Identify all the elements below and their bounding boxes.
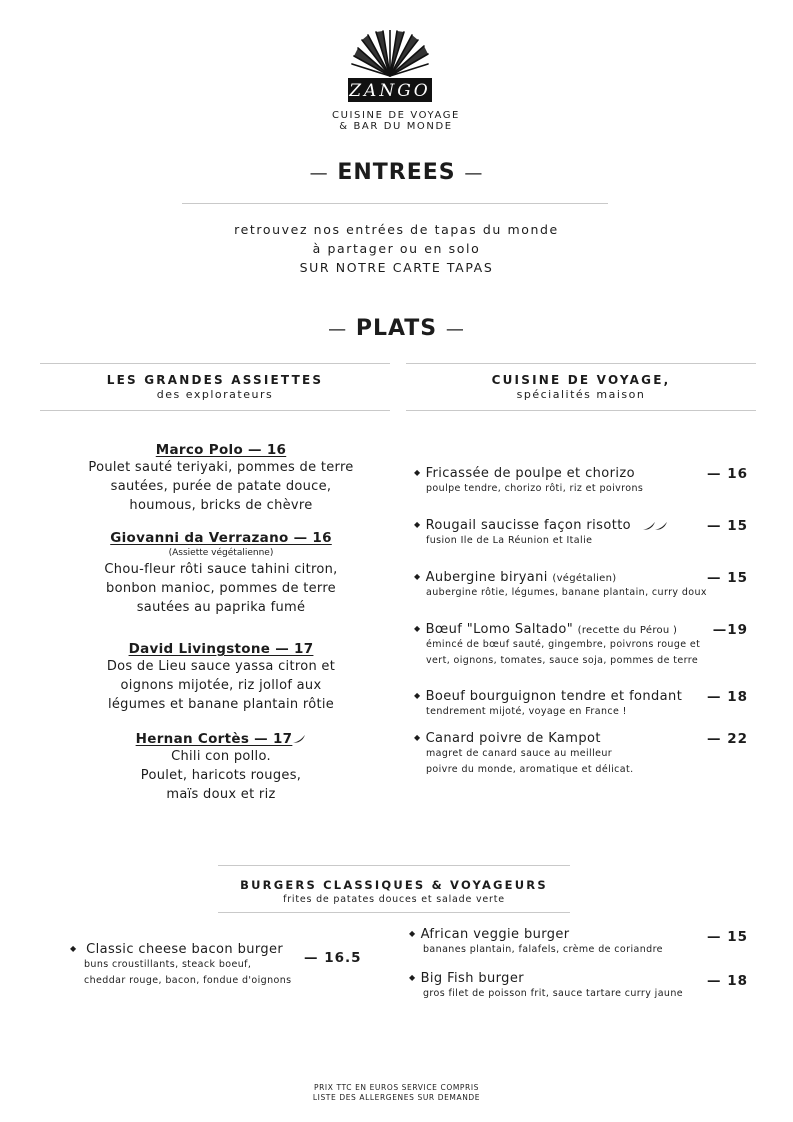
dish-desc: vert, oignons, tomates, sauce soja, pommes de terre [426,655,699,666]
dish-desc: magret de canard sauce au meilleur [426,748,613,759]
divider [40,410,390,411]
column-subheading: spécialités maison [516,388,646,401]
diamond-bullet-icon: ◆ [414,624,421,633]
dish-desc: poivre du monde, aromatique et délicat. [426,764,634,775]
menu-item [40,731,402,804]
dish-note: (Assiette végétalienne) [168,548,274,558]
dish-desc: poulpe tendre, chorizo rôti, riz et poivrons [426,483,644,494]
dish-name: David Livingstone — 17 [128,641,314,657]
dish-name: Fricassée de poulpe et chorizo [425,466,635,481]
dish-desc: buns croustillants, steack boeuf, [84,959,252,970]
menu-item [414,570,754,601]
dish-name: Canard poivre de Kampot [425,731,601,746]
menu-item [40,530,402,617]
entrees-title: — ENTREES — [309,160,484,185]
dish-name: Hernan Cortès — 17 [135,731,293,747]
dish-desc: sautées au paprika fumé [136,600,306,615]
dish-desc: bonbon manioc, pommes de terre [106,581,336,596]
dish-tag: (végétalien) [552,573,617,584]
cuisine-voyage-header [406,373,756,402]
burgers-header [218,878,570,906]
divider [182,203,608,204]
diamond-bullet-icon: ◆ [409,973,416,982]
dish-desc: Poulet sauté teriyaki, pommes de terre [88,460,354,475]
menu-item [414,466,754,497]
footer-line: PRIX TTC EN EUROS SERVICE COMPRIS [313,1083,480,1092]
column-heading: LES GRANDES ASSIETTES [106,373,324,387]
dish-desc: maïs doux et riz [166,787,276,802]
logo-wordmark: ZANGO [349,81,431,101]
divider [406,410,756,411]
dish-desc: sautées, purée de patate douce, [110,479,332,494]
plats-title: — PLATS — [328,316,465,341]
dish-desc: tendrement mijoté, voyage en France ! [426,706,627,717]
dish-name: African veggie burger [420,927,570,942]
dish-price: — 18 [707,689,748,705]
divider [218,865,570,866]
diamond-bullet-icon: ◆ [414,733,421,742]
plats-title-text: PLATS [355,316,438,341]
brand-subtitle-line: & BAR DU MONDE [339,121,453,132]
grandes-assiettes-header [40,373,390,402]
brand-subtitle-line: CUISINE DE VOYAGE [332,110,460,121]
dish-price: — 16 [707,466,748,482]
menu-item [70,942,370,989]
dish-price: — 22 [707,731,748,747]
dish-name-row [40,731,402,747]
dish-desc: bananes plantain, falafels, crème de coriandre [423,944,663,955]
entrees-line: SUR NOTRE CARTE TAPAS [299,260,494,275]
divider [40,363,390,364]
diamond-bullet-icon: ◆ [409,929,416,938]
dish-desc: aubergine rôtie, légumes, banane plantain, curry doux [426,587,707,598]
menu-item [414,518,754,549]
entrees-note [0,220,793,277]
diamond-bullet-icon: ◆ [414,520,421,529]
dish-desc: Dos de Lieu sauce yassa citron et [106,659,336,674]
menu-item [40,641,402,714]
dish-name: Giovanni da Verrazano — 16 [110,530,332,546]
menu-item [40,442,402,515]
dish-name: Boeuf bourguignon tendre et fondant [425,689,683,704]
dish-price: —19 [712,622,748,638]
dish-name: Bœuf "Lomo Saltado" [425,622,574,637]
diamond-bullet-icon: ◆ [414,468,421,477]
palm-tree-icon [348,30,432,106]
dish-tag: (recette du Pérou ) [577,625,678,636]
entrees-line: à partager ou en solo [312,241,481,256]
menu-item [409,971,754,1002]
dish-name: Marco Polo — 16 [155,442,287,458]
dish-name: Aubergine biryani [425,570,548,585]
chili-pepper-icon [292,734,306,744]
diamond-bullet-icon: ◆ [414,572,421,581]
diamond-bullet-icon: ◆ [70,944,77,953]
dish-name: Classic cheese bacon burger [86,942,284,957]
menu-item [414,731,754,778]
menu-item [409,927,754,958]
dish-price: — 15 [707,570,748,586]
dish-desc: Chili con pollo. [171,749,271,764]
menu-item [414,689,754,720]
dish-price: — 15 [707,518,748,534]
footer-line: LISTE DES ALLERGENES SUR DEMANDE [312,1092,481,1102]
dish-desc: fusion Ile de La Réunion et Italie [426,535,593,546]
dish-name: Rougail saucisse façon risotto [425,518,632,533]
column-subheading: frites de patates douces et salade verte [283,894,505,905]
diamond-bullet-icon: ◆ [414,691,421,700]
dish-desc: oignons mijotée, riz jollof aux [120,678,322,693]
column-subheading: des explorateurs [156,388,274,401]
dish-desc: Chou-fleur rôti sauce tahini citron, [104,562,338,577]
dish-name: Big Fish burger [420,971,524,986]
brand-logo [348,30,432,106]
dish-price: — 15 [707,929,748,945]
dish-desc: Poulet, haricots rouges, [140,768,302,783]
entrees-title-text: ENTREES [337,160,456,185]
dish-desc: cheddar rouge, bacon, fondue d'oignons [84,975,292,986]
footer-note [0,1083,793,1102]
dish-price: — 16.5 [304,950,362,966]
divider [218,912,570,913]
dish-desc: légumes et banane plantain rôtie [107,697,335,712]
column-heading: CUISINE DE VOYAGE, [491,373,671,387]
menu-item [414,622,754,669]
column-heading: BURGERS CLASSIQUES & VOYAGEURS [240,878,548,892]
chili-pepper-icon [642,521,668,531]
entrees-line: retrouvez nos entrées de tapas du monde [234,222,559,237]
dish-desc: houmous, bricks de chèvre [129,498,313,513]
brand-subtitle [296,110,496,132]
dish-desc: émincé de bœuf sauté, gingembre, poivrons rouge et [426,639,701,650]
divider [406,363,756,364]
dish-price: — 18 [707,973,748,989]
dish-desc: gros filet de poisson frit, sauce tartare curry jaune [423,988,684,999]
